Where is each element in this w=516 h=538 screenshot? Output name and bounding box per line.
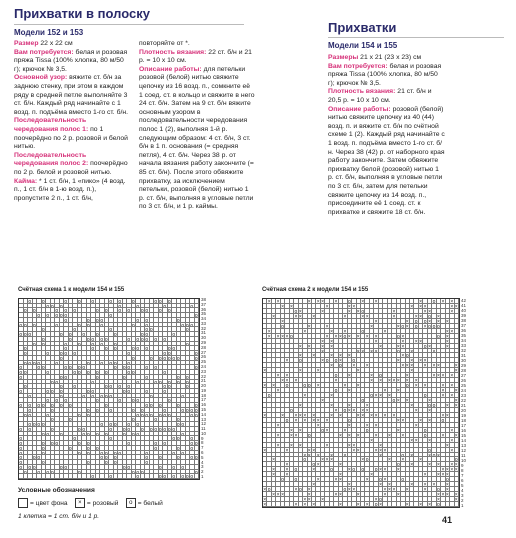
row-number: 42 bbox=[461, 298, 467, 303]
row-number: 31 bbox=[201, 330, 207, 336]
row-number: 12 bbox=[461, 448, 467, 453]
row-number: 17 bbox=[201, 397, 207, 403]
paragraph-label: Последовательность чередования полос 2: bbox=[14, 151, 89, 168]
paragraph-text: по 1 поочерёдно по 2 р. розовой и белой нитью. bbox=[14, 125, 128, 151]
row-number: 34 bbox=[461, 338, 467, 343]
paragraph bbox=[14, 74, 130, 117]
row-number: 30 bbox=[201, 335, 207, 341]
left-article-title: Прихватки в полоску bbox=[14, 6, 150, 21]
row-number: 30 bbox=[461, 358, 467, 363]
paragraph-text: для петельки розовой (белой) нитью свяжите цепочку из 16 возд. п., сомкните её 1 соед. ст. в кольцо и свяжите в него 24 ст. б/н. Затем на 9 ст. б/н вяжите основным узором в последовательности чередования полос 1 (2), выполняя 1-й р. следующим образом: 4 ст. б/н, 3 ст. б/н в 1 п. основания (= средняя петля), 4 ст. б/н. Через 38 р. от начала вязания работу закончите (= 85 ст. б/н). После этого обвяжите прихватку, за исключением петельки, розовой (белой) нитью 1 р. ст. б/н, выполняя в угловые петли по 3 ст. б/н, и 1 р. каймы. bbox=[139, 65, 255, 211]
paragraph bbox=[139, 49, 255, 66]
legend-title: Условные обозначения bbox=[18, 487, 95, 494]
row-number: 15 bbox=[461, 433, 467, 438]
paragraph-text: розовой (белой) нитью свяжите цепочку из 40 (44) возд. п. и вяжите ст. б/н по счётной схеме 1 (2). Каждый ряд начинайте с 1 возд. п. подъёма вместо 1-го ст. б/н. Через 38 (42) р. от наборного края работу закончите. Затем обвяжите прихватку белой (розовой) нитью 1 р. ст. б/н, выполняя в угловые петли по 3 ст. б/н, затем для петельки свяжите цепочку из 14 возд. п., присоедините её 1 соед. ст. к прихватке и свяжите 18 ст. б/н. bbox=[328, 105, 445, 216]
page-number: 41 bbox=[442, 515, 453, 525]
chart-2-grid bbox=[262, 298, 460, 508]
row-number: 36 bbox=[461, 328, 467, 333]
right-article-body bbox=[328, 54, 446, 217]
paragraph bbox=[14, 49, 130, 75]
row-number: 3 bbox=[461, 493, 464, 498]
paragraph-label: Вам потребуется: bbox=[328, 62, 388, 70]
paragraph-label: Размеры bbox=[328, 54, 359, 61]
paragraph-text: 21 ст. б/н и 20,5 р. = 10 х 10 см. bbox=[328, 88, 432, 104]
legend-item-pink: × = розовый bbox=[75, 500, 118, 507]
row-number: 33 bbox=[461, 343, 467, 348]
paragraph-label: Основной узор: bbox=[14, 74, 68, 82]
legend-note: 1 клетка = 1 ст. б/н и 1 р. bbox=[18, 513, 100, 520]
left-article-column-1 bbox=[14, 40, 130, 203]
right-article-subtitle: Модели 154 и 155 bbox=[328, 41, 398, 50]
paragraph bbox=[328, 106, 446, 218]
paragraph-label: Описание работы: bbox=[139, 65, 202, 73]
legend-symbol-cross: × bbox=[75, 498, 85, 508]
row-number: 1 bbox=[461, 503, 464, 508]
row-number: 5 bbox=[201, 454, 204, 460]
row-number: 1 bbox=[201, 473, 204, 479]
legend-symbol-empty bbox=[18, 498, 28, 508]
row-number: 23 bbox=[201, 368, 207, 374]
row-number: 24 bbox=[461, 388, 467, 393]
row-number: 3 bbox=[201, 464, 204, 470]
row-number: 26 bbox=[201, 354, 207, 360]
legend bbox=[18, 487, 163, 520]
row-number: 17 bbox=[461, 423, 467, 428]
paragraph bbox=[328, 88, 446, 105]
chart-1-grid bbox=[18, 298, 200, 480]
row-number: 11 bbox=[201, 426, 206, 432]
chart-cell bbox=[455, 502, 459, 507]
row-number: 9 bbox=[201, 435, 204, 441]
row-number: 41 bbox=[461, 303, 467, 308]
row-number: 18 bbox=[461, 418, 467, 423]
row-number: 6 bbox=[201, 450, 204, 455]
row-number: 37 bbox=[201, 301, 207, 307]
row-number: 29 bbox=[201, 340, 207, 346]
row-number: 38 bbox=[201, 297, 207, 302]
chart-2-title: Счётная схема 2 к модели 154 и 155 bbox=[262, 287, 369, 293]
paragraph-label: Плотность вязания: bbox=[328, 88, 396, 96]
paragraph bbox=[14, 40, 130, 49]
row-number: 14 bbox=[461, 438, 467, 443]
row-number: 6 bbox=[461, 478, 464, 483]
row-number: 19 bbox=[201, 387, 207, 393]
row-number: 25 bbox=[461, 383, 467, 388]
paragraph bbox=[14, 152, 130, 178]
row-number: 21 bbox=[201, 378, 207, 384]
paragraph-text: повторяйте от *. bbox=[139, 40, 190, 47]
row-number: 5 bbox=[461, 483, 464, 488]
row-number: 28 bbox=[201, 344, 207, 350]
left-article-column-2 bbox=[139, 40, 255, 212]
row-number: 35 bbox=[461, 333, 467, 338]
row-number: 4 bbox=[461, 488, 464, 493]
divider bbox=[14, 24, 244, 25]
row-number: 8 bbox=[201, 440, 204, 446]
row-number: 20 bbox=[461, 408, 467, 413]
row-number: 2 bbox=[461, 498, 464, 503]
paragraph-text: 22 х 22 см bbox=[38, 40, 73, 47]
legend-item-white: o = белый bbox=[126, 500, 163, 507]
row-number: 2 bbox=[201, 469, 204, 475]
legend-symbol-circle: o bbox=[126, 498, 136, 508]
row-number: 4 bbox=[201, 459, 204, 465]
legend-item-bg: = цвет фона bbox=[18, 500, 68, 507]
paragraph bbox=[328, 54, 446, 63]
paragraph-label: Кайма: bbox=[14, 177, 38, 185]
paragraph-text: белая и розовая пряжа Tissa (100% хлопка, 80 м/50 г); крючок № 3,5. bbox=[14, 48, 128, 73]
row-number: 31 bbox=[461, 353, 467, 358]
row-number: 10 bbox=[461, 458, 467, 463]
chart-2-row-numbers bbox=[461, 298, 466, 508]
row-number: 23 bbox=[461, 393, 467, 398]
row-number: 22 bbox=[201, 373, 207, 379]
paragraph bbox=[328, 63, 446, 89]
row-number: 36 bbox=[201, 306, 207, 312]
paragraph-label: Плотность вязания: bbox=[139, 48, 207, 56]
row-number: 16 bbox=[461, 428, 467, 433]
paragraph-label: Размер bbox=[14, 40, 39, 47]
row-number: 22 bbox=[461, 398, 467, 403]
row-number: 28 bbox=[461, 368, 467, 373]
row-number: 20 bbox=[201, 383, 207, 389]
row-number: 38 bbox=[461, 318, 467, 323]
row-number: 13 bbox=[201, 416, 207, 422]
row-number: 7 bbox=[461, 473, 464, 478]
paragraph-text: 21 х 21 (23 х 23) см bbox=[358, 54, 422, 61]
left-article-subtitle: Модели 152 и 153 bbox=[14, 28, 84, 37]
paragraph bbox=[139, 40, 255, 49]
row-number: 15 bbox=[201, 406, 207, 412]
row-number: 40 bbox=[461, 308, 467, 313]
row-number: 27 bbox=[461, 373, 467, 378]
row-number: 10 bbox=[201, 430, 207, 436]
row-number: 16 bbox=[201, 402, 207, 408]
row-number: 7 bbox=[201, 445, 204, 451]
row-number: 21 bbox=[461, 403, 467, 408]
row-number: 39 bbox=[461, 313, 467, 318]
row-number: 8 bbox=[461, 468, 464, 473]
row-number: 32 bbox=[461, 348, 467, 353]
chart-1-row-numbers bbox=[201, 298, 206, 480]
paragraph-label: Последовательность чередования полос 1: bbox=[14, 117, 89, 133]
paragraph bbox=[14, 117, 130, 151]
row-number: 33 bbox=[201, 320, 207, 326]
paragraph-text: белая и розовая пряжа Tissa (100% хлопка, 80 м/50 г); крючок № 3,5. bbox=[328, 62, 442, 87]
row-number: 24 bbox=[201, 363, 207, 369]
paragraph-text: * 1 ст. б/н, 1 «пико» (4 возд. п., 1 ст. б/н в 1-ю возд. п.), пропустите 2 п., 1 ст. б/н, bbox=[14, 177, 126, 202]
row-number: 34 bbox=[201, 316, 207, 322]
paragraph bbox=[14, 178, 130, 204]
row-number: 26 bbox=[461, 378, 467, 383]
row-number: 32 bbox=[201, 325, 207, 331]
row-number: 18 bbox=[201, 392, 207, 398]
row-number: 14 bbox=[201, 411, 207, 417]
chart-cell bbox=[195, 474, 200, 479]
row-number: 29 bbox=[461, 363, 467, 368]
right-article-title: Прихватки bbox=[328, 20, 397, 35]
row-number: 19 bbox=[461, 413, 467, 418]
row-number: 27 bbox=[201, 349, 207, 355]
paragraph-label: Вам потребуется: bbox=[14, 48, 74, 56]
divider bbox=[328, 37, 504, 38]
paragraph-text: поочерёдно по 2 р. белой и розовой нитью. bbox=[14, 160, 128, 176]
row-number: 25 bbox=[201, 359, 207, 365]
row-number: 11 bbox=[461, 453, 466, 458]
paragraph-text: вяжите ст. б/н за заднюю стенку, при этом в каждом ряду в средней петле выполняйте 3 ст. б/н. Каждый ряд начинайте с 1 возд. п. подъёма вместо 1-го ст. б/н. bbox=[14, 74, 128, 116]
row-number: 9 bbox=[461, 463, 464, 468]
paragraph-text: 22 ст. б/н и 21 р. = 10 х 10 см. bbox=[139, 48, 252, 65]
row-number: 13 bbox=[461, 443, 467, 448]
paragraph bbox=[139, 66, 255, 212]
paragraph-label: Описание работы: bbox=[328, 105, 391, 113]
row-number: 12 bbox=[201, 421, 207, 427]
row-number: 37 bbox=[461, 323, 467, 328]
chart-1-title: Счётная схема 1 к модели 154 и 155 bbox=[18, 287, 125, 293]
row-number: 35 bbox=[201, 311, 207, 317]
legend-items bbox=[18, 498, 163, 508]
